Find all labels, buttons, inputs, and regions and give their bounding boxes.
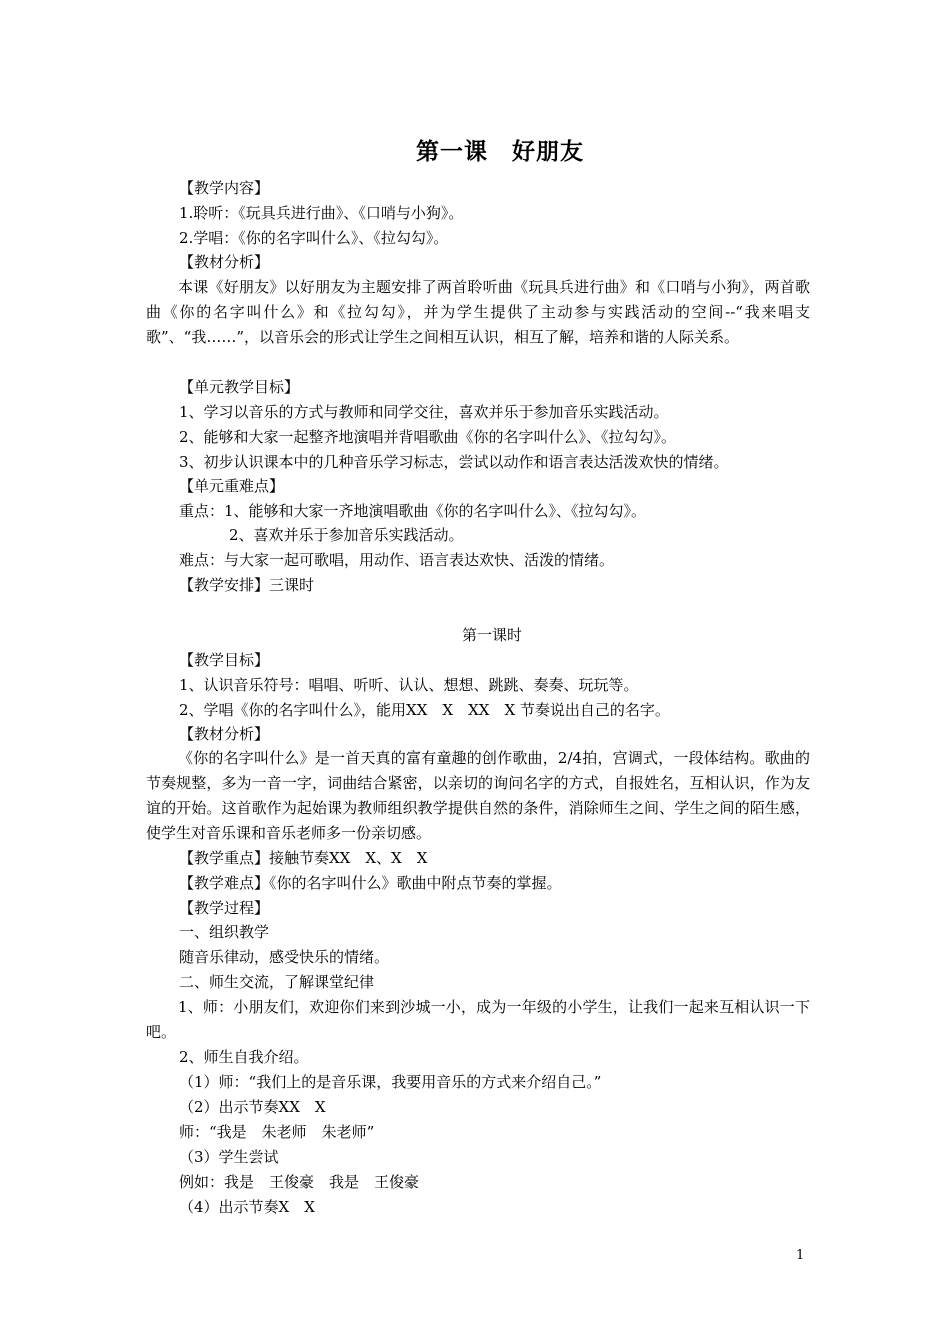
content-item-2: 2.学唱：《你的名字叫什么》、《拉勾勾》。 [179, 229, 449, 247]
unit-goal-3: 3、初步认识课本中的几种音乐学习标志，尝试以动作和语言表达活泼欢快的情绪。 [179, 453, 729, 471]
teacher-example: 师：“我是 朱老师 朱老师” [179, 1123, 375, 1141]
lesson-analysis-paragraph: 《你的名字叫什么》是一首天真的富有童趣的创作歌曲，2/4拍，宫调式，一段体结构。歌曲的节奏规整，多为一音一字，词曲结合紧密，以亲切的询问名字的方式，自报姓名，互相认识，作为友谊的开始。这首歌作为起始课为教师组织教学提供自然的条件，消除师生之间、学生之间的陌生感，使学生对音乐课和音乐老师多一份亲切感。 [146, 749, 810, 842]
teaching-difficulty: 【教学难点】《你的名字叫什么》歌曲中附点节奏的掌握。 [179, 874, 562, 892]
key-point-1: 重点：1、能够和大家一齐地演唱歌曲《你的名字叫什么》、《拉勾勾》。 [179, 502, 647, 520]
section-heading-key-points: 【单元重难点】 [179, 477, 285, 495]
self-intro-4: （4）出示节奏X X [179, 1198, 315, 1216]
unit-goal-2: 2、能够和大家一起整齐地演唱并背唱歌曲《你的名字叫什么》、《拉勾勾》。 [179, 428, 677, 446]
process-step-1-detail: 随音乐律动，感受快乐的情绪。 [179, 948, 390, 966]
page-number: 1 [796, 1248, 805, 1263]
schedule-line: 【教学安排】三课时 [179, 576, 315, 594]
self-intro-line: 2、师生自我介绍。 [179, 1048, 309, 1066]
section-heading-analysis: 【教材分析】 [179, 253, 270, 271]
section-heading-lesson-analysis: 【教材分析】 [179, 725, 270, 743]
self-intro-2: （2）出示节奏XX X [179, 1098, 326, 1116]
key-point-2: 2、喜欢并乐于参加音乐实践活动。 [229, 526, 464, 544]
content-item-1: 1.聆听：《玩具兵进行曲》、《口哨与小狗》。 [179, 204, 464, 222]
student-example: 例如：我是 王俊豪 我是 王俊豪 [179, 1173, 420, 1191]
section-heading-lesson-goals: 【教学目标】 [179, 651, 270, 669]
self-intro-3: （3）学生尝试 [179, 1148, 279, 1166]
teaching-focus: 【教学重点】接触节奏XX X、X X [179, 849, 428, 867]
difficulty-point: 难点：与大家一起可歌唱，用动作、语言表达欢快、活泼的情绪。 [179, 551, 615, 569]
process-step-2-paragraph: 1、师：小朋友们，欢迎你们来到沙城一小，成为一年级的小学生，让我们一起来互相认识一下吧。 [146, 998, 810, 1041]
lesson-goal-2: 2、学唱《你的名字叫什么》，能用XX X XX X 节奏说出自己的名字。 [179, 701, 670, 719]
lesson-goal-1: 1、认识音乐符号：唱唱、听听、认认、想想、跳跳、奏奏、玩玩等。 [179, 676, 639, 694]
section-heading-process: 【教学过程】 [179, 899, 270, 917]
section-heading-content: 【教学内容】 [179, 179, 270, 197]
section-heading-unit-goals: 【单元教学目标】 [179, 378, 300, 396]
page-title: 第一课 好朋友 [416, 139, 584, 165]
unit-goal-1: 1、学习以音乐的方式与教师和同学交往，喜欢并乐于参加音乐实践活动。 [179, 403, 669, 421]
process-step-2: 二、师生交流，了解课堂纪律 [179, 973, 375, 991]
self-intro-1: （1）师：“我们上的是音乐课，我要用音乐的方式来介绍自己。” [179, 1073, 602, 1091]
process-step-1: 一、组织教学 [179, 923, 270, 941]
lesson-heading: 第一课时 [461, 626, 522, 644]
analysis-paragraph: 本课《好朋友》以好朋友为主题安排了两首聆听曲《玩具兵进行曲》和《口哨与小狗》，两首歌曲《你的名字叫什么》和《拉勾勾》，并为学生提供了主动参与实践活动的空间--“我来唱支歌”、“我……”，以音乐会的形式让学生之间相互认识，相互了解，培养和谐的人际关系。 [146, 278, 810, 346]
